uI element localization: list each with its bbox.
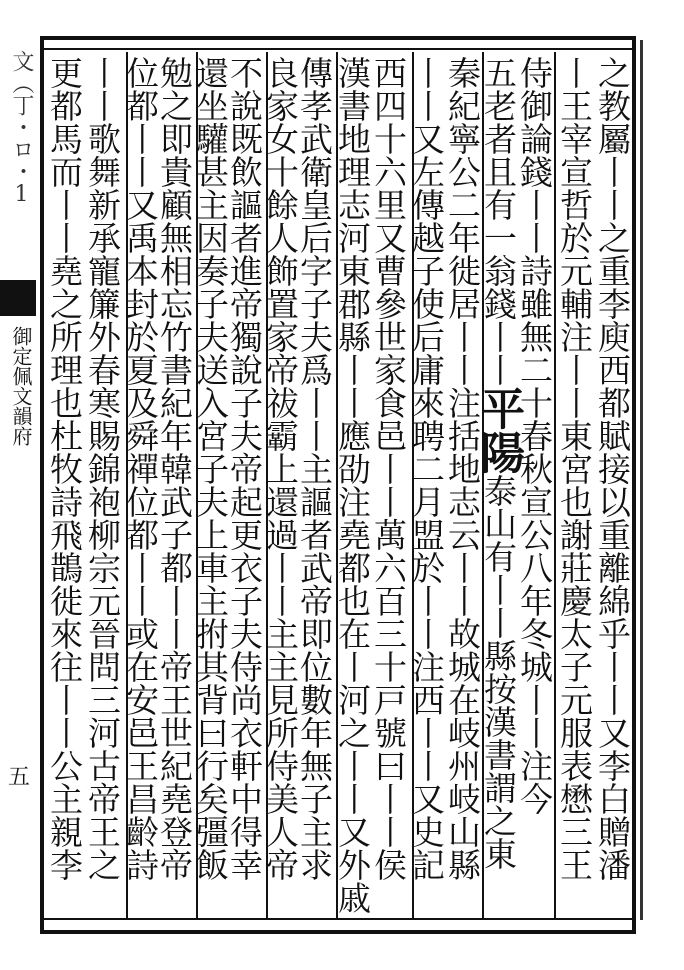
page-right-edge bbox=[640, 40, 643, 920]
folio-number: 五 bbox=[7, 765, 30, 790]
text-column-5: 秦紀寧公二年徙居丨丨注括地志云丨丨故城在岐州岐山縣 bbox=[443, 56, 482, 881]
margin-edge-text: 文（丁・ロ・1 bbox=[9, 50, 34, 207]
text-column-16: 更都馬而丨丨堯之所理也杜牧詩飛鵲徙來往丨丨公主親李 bbox=[45, 56, 84, 881]
text-column-3 bbox=[515, 56, 556, 916]
text-column-10: 良家女十餘人飾置家帝祓霸上還過丨丨主主見所侍美人帝 bbox=[261, 56, 300, 881]
frame-inner-bottom-rule bbox=[40, 918, 636, 920]
text-column-3-tail: 春秋宣公八年冬城丨丨注今 bbox=[515, 419, 554, 815]
text-column-11: 不說既飲謳者進帝獨說子夫帝起更衣子夫侍尚衣軒中得幸 bbox=[225, 56, 264, 881]
text-column-6: 丨丨又左傳越子使后庸來聘二月盟於丨丨注西丨丨又史記 bbox=[407, 56, 446, 881]
text-column-2: 丨王宰宣哲於元輔注丨丨東宮也謝莊慶太子元服表懋三王 bbox=[555, 56, 594, 881]
margin-black-block bbox=[0, 280, 36, 316]
heading-tail: 泰山有丨丨縣按漢書謂之東 bbox=[479, 474, 518, 870]
frame-inner-top-rule bbox=[40, 48, 636, 50]
text-column-8: 漢書地理志河東郡縣丨丨應劭注堯都也在丨河之丨丨又外戚 bbox=[333, 56, 372, 914]
text-column-15: 丨丨歌舞新承寵簾外春寒賜錦袍柳宗元晉問三河古帝王之 bbox=[83, 56, 122, 881]
text-column-12: 還坐驩甚主因奏子夫送入宮子夫上車主拊其背曰行矣彊飯 bbox=[191, 56, 230, 881]
text-column-3-main: 侍御論錢丨丨詩雖無二十 bbox=[515, 56, 554, 419]
heading-pingyang: 平陽 bbox=[473, 386, 524, 474]
text-column-4-main: 五老者且有一翁錢丨丨 bbox=[479, 56, 518, 386]
text-column-14: 位都丨丨又禹本封於夏及舜禪位都丨丨或在安邑王昌齡詩 bbox=[121, 56, 160, 881]
page-margin bbox=[0, 0, 38, 970]
text-column-1: 之教屬丨丨之重李庾西都賦接以重離綿乎丨丨又李白贈潘 bbox=[593, 56, 632, 881]
book-title: 御定佩文韻府 bbox=[9, 326, 33, 446]
text-column-4 bbox=[473, 56, 524, 916]
text-column-7: 西四十六里又曹參世家食邑丨丨萬六百三十戸號曰丨丨侯 bbox=[369, 56, 408, 881]
text-column-9: 傳孝武衛皇后字子夫爲丨丨主謳者武帝即位數年無子主求 bbox=[295, 56, 334, 881]
text-column-13: 勉之即貴顧無相忘竹書紀年韓武子都丨丨帝王世紀堯登帝 bbox=[155, 56, 194, 881]
